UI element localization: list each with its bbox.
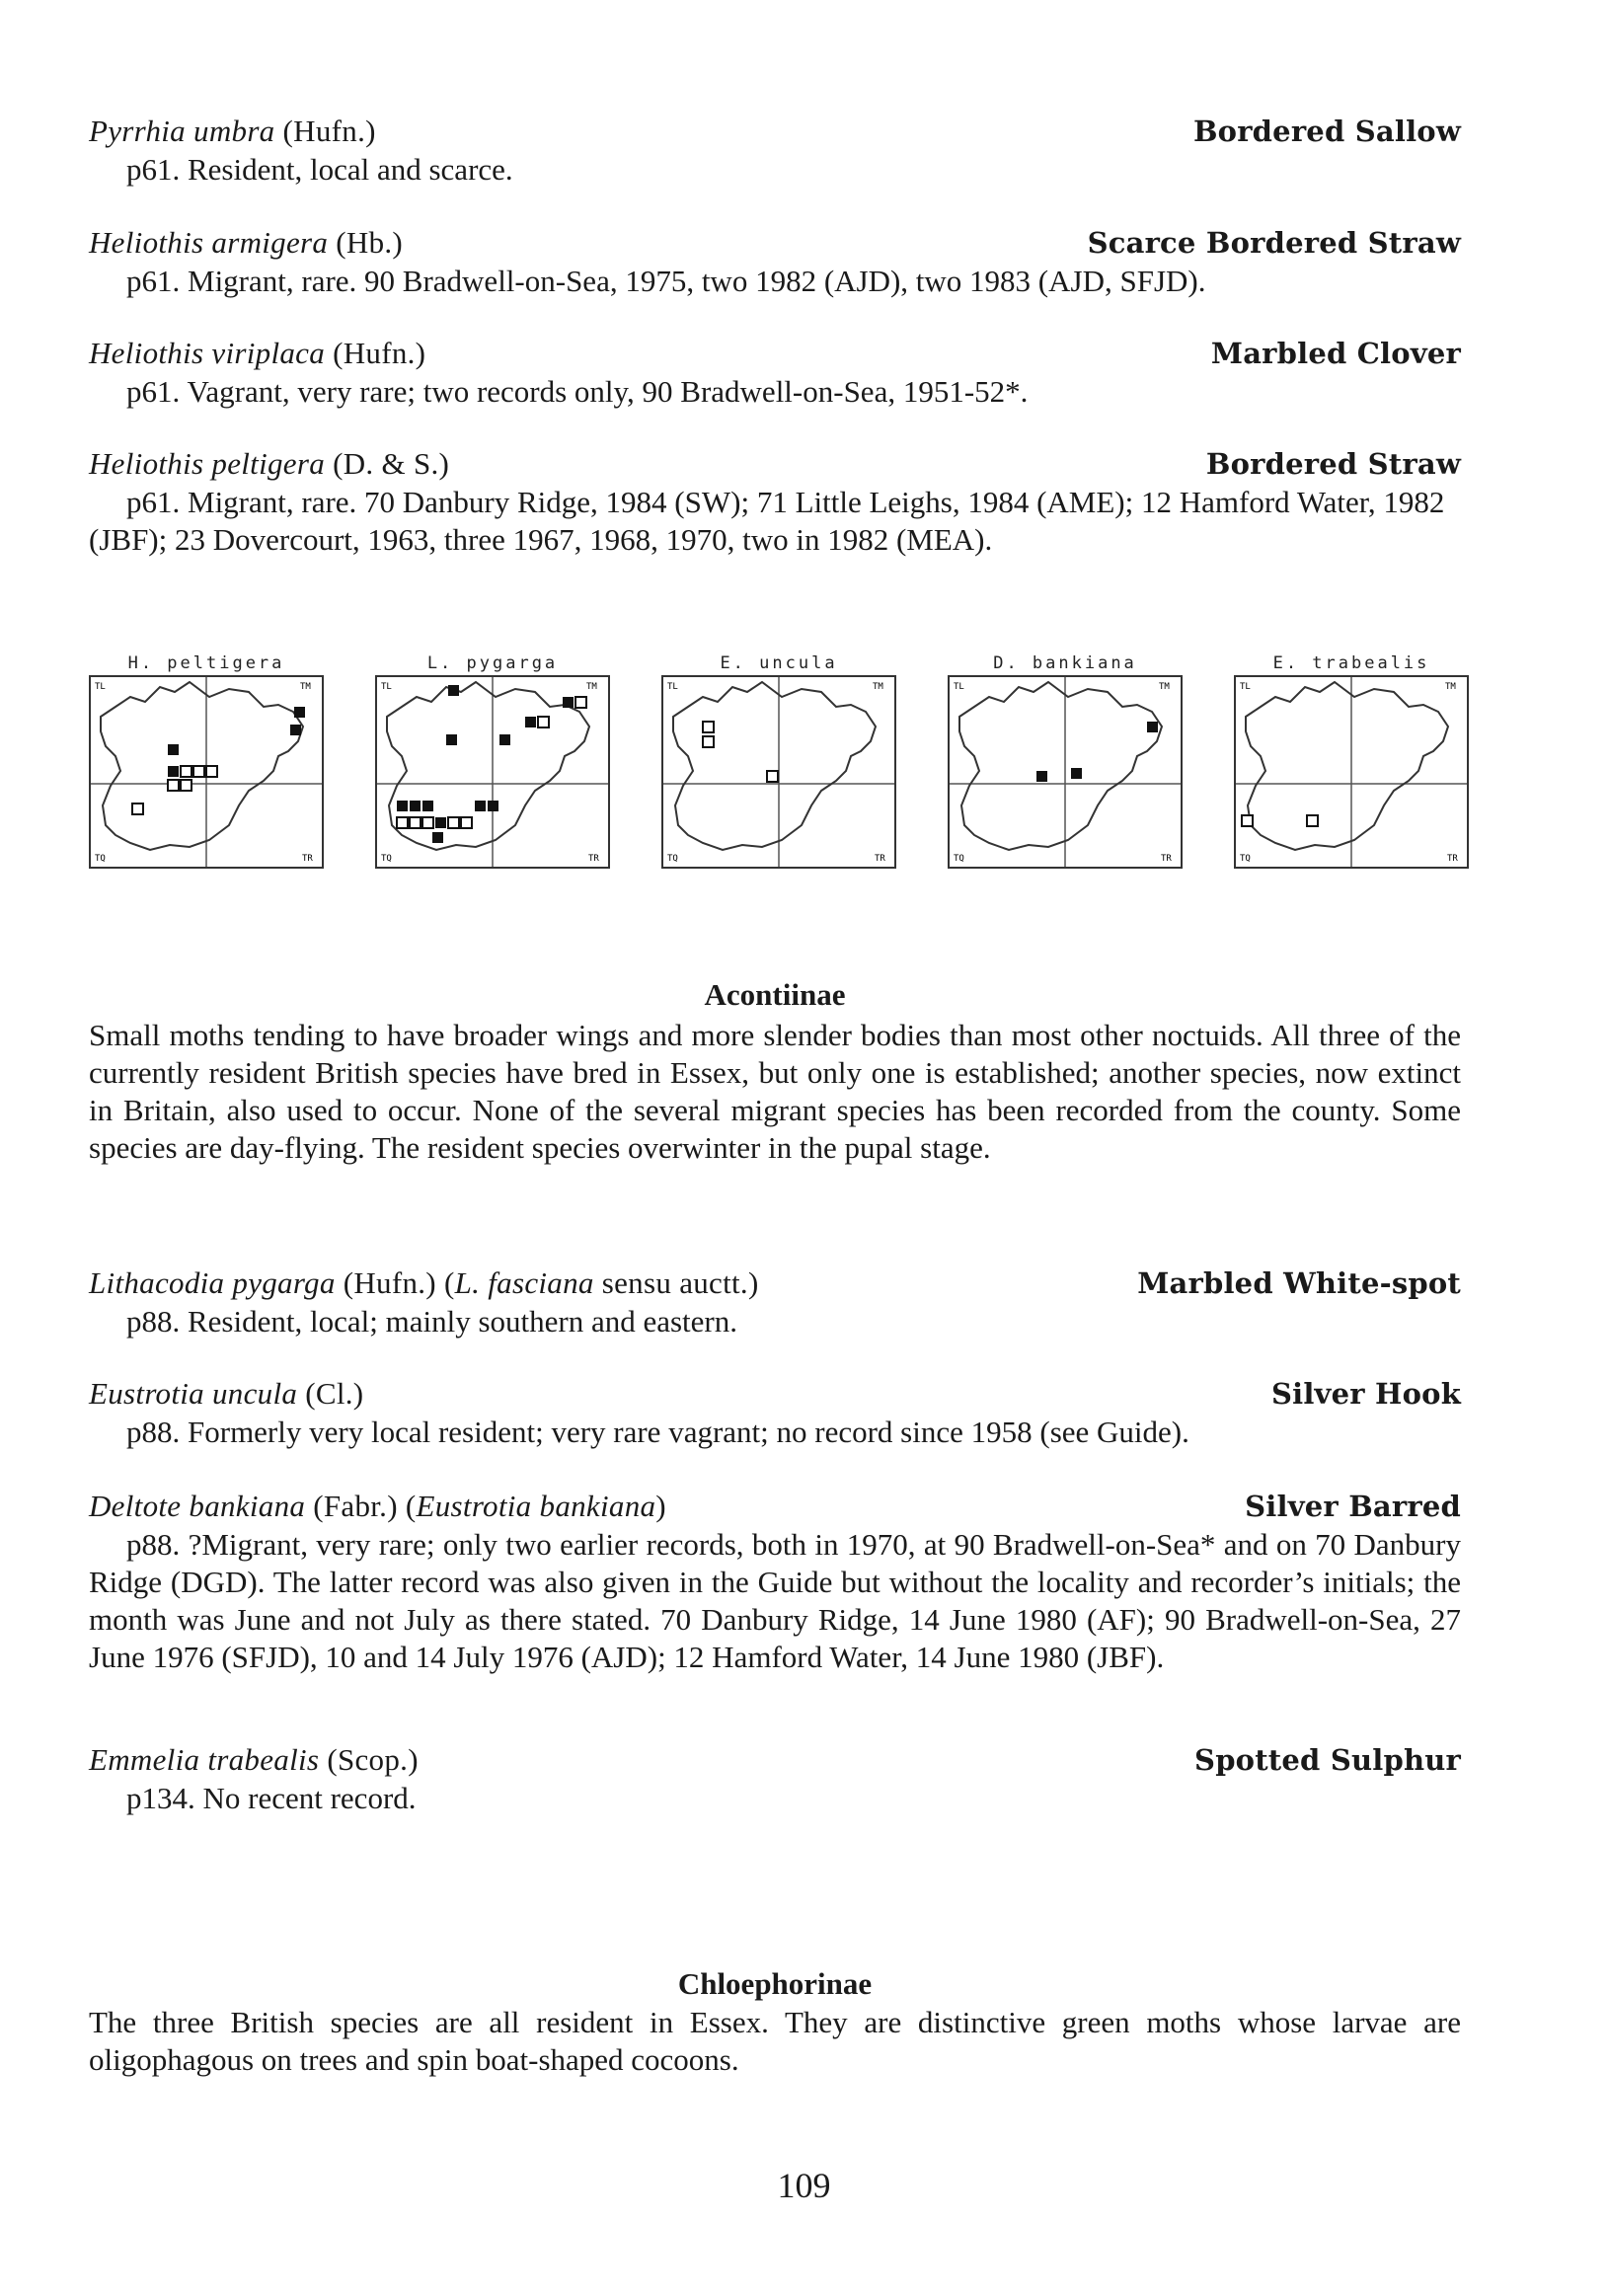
distribution-maps bbox=[89, 651, 1471, 879]
species-text: p61. Migrant, rare. 70 Danbury Ridge, 1984 (SW); 71 Little Leighs, 1984 (AME); 12 Hamford Water, 1982 (JBF); 23 Dovercourt, 1963, three 1967, 1968, 1970, two in 1982 (MEA). bbox=[89, 485, 1445, 557]
species-text: p61. Resident, local and scarce. bbox=[126, 152, 513, 187]
record-square-open bbox=[181, 766, 191, 777]
essex-map-drawing bbox=[377, 677, 608, 867]
grid-label: TR bbox=[875, 854, 885, 864]
record-square-open bbox=[1307, 815, 1318, 826]
grid-label: TQ bbox=[381, 854, 392, 864]
record-square-filled bbox=[168, 744, 179, 755]
grid-label: TQ bbox=[667, 854, 678, 864]
record-square-filled bbox=[397, 801, 408, 811]
species-text: p88. Resident, local; mainly southern and eastern. bbox=[126, 1304, 737, 1339]
record-square-filled bbox=[563, 697, 574, 708]
species-entry bbox=[89, 446, 1461, 559]
grid-label: TR bbox=[302, 854, 313, 864]
species-entry bbox=[89, 336, 1461, 411]
essex-map-drawing bbox=[663, 677, 894, 867]
species-text: p134. No recent record. bbox=[126, 1781, 417, 1815]
scientific-name: Lithacodia pygarga (Hufn.) (L. fasciana sensu auctt.) bbox=[89, 1265, 759, 1300]
species-text: p88. Formerly very local resident; very rare vagrant; no record since 1958 (see Guide). bbox=[126, 1415, 1189, 1449]
record-square-open bbox=[397, 817, 408, 828]
essex-map-drawing bbox=[950, 677, 1181, 867]
grid-label: TM bbox=[586, 682, 597, 692]
grid-label: TQ bbox=[1240, 854, 1251, 864]
record-square-filled bbox=[435, 817, 446, 828]
section-intro: Small moths tending to have broader wings and more slender bodies than most other noctuids. All three of the currently resident British species have bred in Essex, but only one is established; another species, now extinct in Britain, also used to occur. None of the several migrant species has been recorded from the county. Some species are day-flying. The resident species overwinter in the pupal stage. bbox=[89, 1018, 1461, 1165]
common-name: Silver Hook bbox=[1270, 1377, 1461, 1411]
record-square-open bbox=[410, 817, 421, 828]
record-square-open bbox=[132, 804, 143, 814]
record-square-filled bbox=[488, 801, 498, 811]
section-heading: Chloephorinae bbox=[677, 1966, 873, 2001]
grid-label: TM bbox=[300, 682, 311, 692]
record-square-open bbox=[181, 780, 191, 791]
map-frame bbox=[948, 675, 1183, 869]
map-frame bbox=[661, 675, 896, 869]
record-square-filled bbox=[446, 734, 457, 745]
scientific-name: Pyrrhia umbra (Hufn.) bbox=[89, 114, 376, 148]
record-square-filled bbox=[1071, 768, 1082, 779]
grid-label: TR bbox=[1447, 854, 1458, 864]
species-text: p61. Migrant, rare. 90 Bradwell-on-Sea, 1975, two 1982 (AJD), two 1983 (AJD, SFJD). bbox=[126, 264, 1206, 298]
record-square-open bbox=[703, 722, 714, 732]
record-square-filled bbox=[499, 734, 510, 745]
species-text: p88. ?Migrant, very rare; only two earlier records, both in 1970, at 90 Bradwell-on-Sea* and on 70 Danbury Ridge (DGD). The latter record was also given in the Guide but without the locality and recorder’s initials; the month was June and not July as there stated. 70 Danbury Ridge, 14 June 1980 (AF); 90 Bradwell-on-Sea, 27 June 1976 (SFJD), 10 and 14 July 1976 (AJD); 12 Hamford Water, 14 June 1980 (JBF). bbox=[89, 1527, 1461, 1674]
grid-label: TL bbox=[1240, 682, 1251, 692]
distribution-map bbox=[661, 651, 896, 869]
record-square-filled bbox=[432, 832, 443, 843]
map-label: H. peltigera bbox=[127, 653, 285, 673]
record-square-open bbox=[168, 780, 179, 791]
record-square-filled bbox=[475, 801, 486, 811]
species-entry bbox=[89, 1265, 1461, 1340]
page-number: 109 bbox=[777, 2166, 831, 2205]
record-square-filled bbox=[1036, 771, 1047, 782]
scientific-name: Deltote bankiana (Fabr.) (Eustrotia bankiana) bbox=[89, 1489, 666, 1523]
species-entry bbox=[89, 1742, 1461, 1817]
record-square-filled bbox=[290, 725, 301, 735]
grid-label: TM bbox=[873, 682, 883, 692]
distribution-map bbox=[375, 651, 610, 869]
scientific-name: Heliothis viriplaca (Hufn.) bbox=[89, 336, 426, 370]
map-label: E. trabealis bbox=[1272, 653, 1430, 673]
map-frame bbox=[89, 675, 324, 869]
scientific-name: Heliothis peltigera (D. & S.) bbox=[89, 446, 450, 481]
record-square-open bbox=[193, 766, 204, 777]
map-frame bbox=[1234, 675, 1469, 869]
essex-map-drawing bbox=[1236, 677, 1467, 867]
grid-label: TL bbox=[95, 682, 106, 692]
grid-label: TL bbox=[381, 682, 392, 692]
record-square-open bbox=[703, 736, 714, 747]
map-label: D. bankiana bbox=[993, 653, 1137, 673]
record-square-filled bbox=[422, 801, 433, 811]
species-entry bbox=[89, 1489, 1461, 1676]
scientific-name: Heliothis armigera (Hb.) bbox=[89, 225, 404, 260]
record-square-filled bbox=[448, 685, 459, 696]
section-intro: The three British species are all resident in Essex. They are distinctive green moths whose larvae are oligophagous on trees and spin boat-shaped cocoons. bbox=[89, 2005, 1461, 2077]
essex-map-drawing bbox=[91, 677, 322, 867]
grid-label: TQ bbox=[95, 854, 106, 864]
common-name: Spotted Sulphur bbox=[1194, 1743, 1461, 1777]
common-name: Marbled Clover bbox=[1210, 337, 1461, 370]
species-entry bbox=[89, 1376, 1461, 1451]
record-square-open bbox=[575, 697, 586, 708]
record-square-open bbox=[422, 817, 433, 828]
scientific-name: Eustrotia uncula (Cl.) bbox=[89, 1376, 364, 1411]
map-label: L. pygarga bbox=[426, 653, 559, 673]
record-square-open bbox=[461, 817, 472, 828]
grid-label: TR bbox=[588, 854, 599, 864]
record-square-filled bbox=[525, 717, 536, 727]
species-entry bbox=[89, 225, 1461, 300]
common-name: Bordered Straw bbox=[1205, 447, 1461, 481]
record-square-open bbox=[448, 817, 459, 828]
grid-label: TM bbox=[1445, 682, 1456, 692]
map-label: E. uncula bbox=[720, 653, 838, 673]
scientific-name: Emmelia trabealis (Scop.) bbox=[89, 1742, 419, 1777]
record-square-open bbox=[206, 766, 217, 777]
record-square-open bbox=[767, 771, 778, 782]
record-square-filled bbox=[294, 707, 305, 718]
common-name: Silver Barred bbox=[1245, 1490, 1461, 1523]
grid-label: TL bbox=[667, 682, 678, 692]
grid-label: TQ bbox=[954, 854, 964, 864]
grid-label: TM bbox=[1159, 682, 1170, 692]
record-square-open bbox=[538, 717, 549, 727]
distribution-map bbox=[948, 651, 1183, 869]
species-text: p61. Vagrant, very rare; two records only, 90 Bradwell-on-Sea, 1951-52*. bbox=[126, 374, 1029, 409]
common-name: Marbled White-spot bbox=[1137, 1266, 1461, 1300]
record-square-filled bbox=[410, 801, 421, 811]
record-square-filled bbox=[1147, 722, 1158, 732]
distribution-map bbox=[89, 651, 324, 869]
distribution-map bbox=[1234, 651, 1469, 869]
grid-label: TL bbox=[954, 682, 964, 692]
species-entry bbox=[89, 114, 1461, 189]
grid-label: TR bbox=[1161, 854, 1172, 864]
map-frame bbox=[375, 675, 610, 869]
common-name: Scarce Bordered Straw bbox=[1087, 226, 1461, 260]
common-name: Bordered Sallow bbox=[1192, 115, 1461, 148]
section-heading: Acontiinae bbox=[704, 977, 846, 1012]
record-square-filled bbox=[168, 766, 179, 777]
record-square-open bbox=[1242, 815, 1253, 826]
